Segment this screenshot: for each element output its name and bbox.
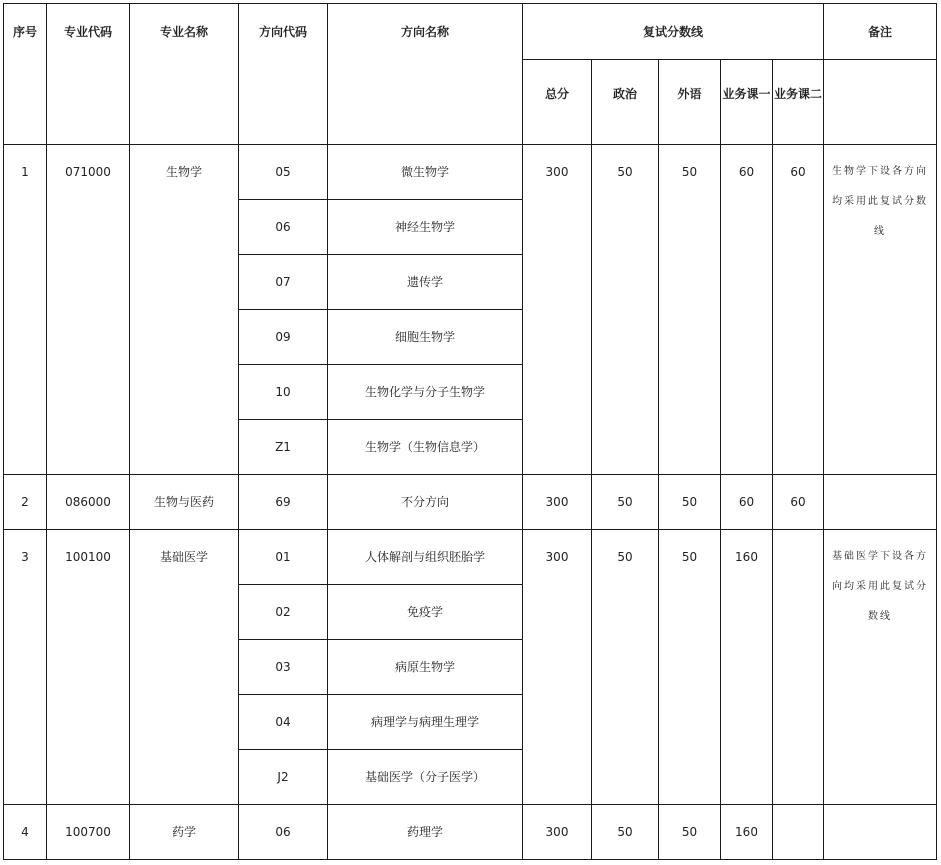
header-course2: 业务课二 [773,60,824,145]
header-direction-name: 方向名称 [328,4,523,145]
seq-cell: 3 [4,530,47,805]
note-cell: 基础医学下设各方向均采用此复试分数线 [824,530,937,805]
direction-name-cell: 药理学 [328,805,523,860]
header-direction-code: 方向代码 [239,4,328,145]
course1-cell: 160 [721,530,773,805]
course2-cell: 60 [773,475,824,530]
direction-code-cell: 01 [239,530,328,585]
direction-name-cell: 生物学（生物信息学） [328,420,523,475]
total-cell: 300 [523,805,592,860]
direction-code-cell: 05 [239,145,328,200]
header-language: 外语 [659,60,721,145]
direction-code-cell: 69 [239,475,328,530]
direction-name-cell: 病原生物学 [328,640,523,695]
language-cell: 50 [659,530,721,805]
direction-code-cell: J2 [239,750,328,805]
total-cell: 300 [523,145,592,475]
header-course1: 业务课一 [721,60,773,145]
major-code-cell: 071000 [47,145,130,475]
course1-cell: 160 [721,805,773,860]
language-cell: 50 [659,475,721,530]
header-note: 备注 [824,4,937,60]
course1-cell: 60 [721,145,773,475]
direction-code-cell: 06 [239,805,328,860]
seq-cell: 1 [4,145,47,475]
direction-name-cell: 神经生物学 [328,200,523,255]
major-code-cell: 100100 [47,530,130,805]
major-name-cell: 生物与医药 [130,475,239,530]
note-cell [824,805,937,860]
header-major-name: 专业名称 [130,4,239,145]
major-code-cell: 086000 [47,475,130,530]
note-cell [824,475,937,530]
direction-name-cell: 生物化学与分子生物学 [328,365,523,420]
language-cell: 50 [659,145,721,475]
table-row [4,475,937,530]
header-total: 总分 [523,60,592,145]
direction-code-cell: 04 [239,695,328,750]
header-note-blank [824,60,937,145]
direction-name-cell: 微生物学 [328,145,523,200]
politics-cell: 50 [592,145,659,475]
header-score-group: 复试分数线 [523,4,824,60]
header-major-code: 专业代码 [47,4,130,145]
direction-code-cell: 03 [239,640,328,695]
score-table [3,3,937,860]
direction-name-cell: 不分方向 [328,475,523,530]
seq-cell: 4 [4,805,47,860]
direction-code-cell: 10 [239,365,328,420]
seq-cell: 2 [4,475,47,530]
direction-code-cell: 06 [239,200,328,255]
major-name-cell: 基础医学 [130,530,239,805]
language-cell: 50 [659,805,721,860]
politics-cell: 50 [592,475,659,530]
politics-cell: 50 [592,530,659,805]
course2-cell [773,805,824,860]
table-row [4,145,937,200]
major-name-cell: 药学 [130,805,239,860]
table-row [4,530,937,585]
course1-cell: 60 [721,475,773,530]
table-row [4,805,937,860]
header-seq: 序号 [4,4,47,145]
direction-code-cell: 09 [239,310,328,365]
major-code-cell: 100700 [47,805,130,860]
direction-code-cell: 07 [239,255,328,310]
total-cell: 300 [523,475,592,530]
direction-code-cell: Z1 [239,420,328,475]
politics-cell: 50 [592,805,659,860]
direction-name-cell: 人体解剖与组织胚胎学 [328,530,523,585]
total-cell: 300 [523,530,592,805]
note-cell: 生物学下设各方向均采用此复试分数线 [824,145,937,475]
header-politics: 政治 [592,60,659,145]
direction-name-cell: 细胞生物学 [328,310,523,365]
direction-name-cell: 基础医学（分子医学） [328,750,523,805]
header-row-1 [4,4,937,60]
major-name-cell: 生物学 [130,145,239,475]
direction-name-cell: 遗传学 [328,255,523,310]
direction-name-cell: 免疫学 [328,585,523,640]
direction-name-cell: 病理学与病理生理学 [328,695,523,750]
direction-code-cell: 02 [239,585,328,640]
course2-cell [773,530,824,805]
course2-cell: 60 [773,145,824,475]
